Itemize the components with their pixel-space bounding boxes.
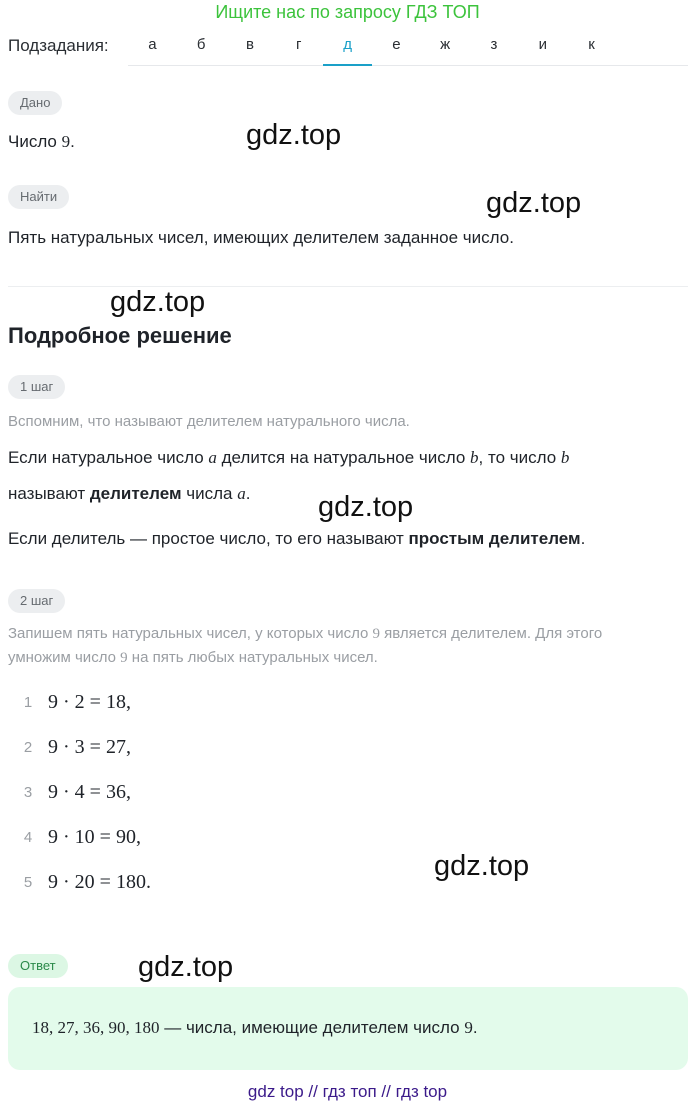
var-b-second: b — [560, 448, 570, 467]
list-item-number: 5 — [23, 874, 33, 891]
watermark: gdz.top — [434, 850, 530, 882]
list-item-expression: 9 · 3 = 27, — [48, 736, 131, 758]
given-chip: Дано — [8, 91, 62, 115]
list-item-number: 4 — [23, 829, 33, 846]
given-text: Число 9. — [8, 132, 75, 151]
subtask-tab-i[interactable]: и — [538, 36, 547, 53]
watermark: gdz.top — [110, 286, 206, 318]
find-chip: Найти — [8, 185, 69, 209]
step1-line1: Если натуральное число a делится на натуральное число b, то число b — [8, 448, 570, 467]
watermark: gdz.top — [318, 491, 414, 523]
list-item-number: 1 — [23, 694, 33, 711]
prime-divisor-term: простым делителем — [408, 529, 581, 548]
answer-chip: Ответ — [8, 954, 68, 978]
watermark: gdz.top — [486, 187, 582, 219]
answer-numbers: 18, 27, 36, 90, 180 — [32, 1018, 160, 1037]
step2-intro-line2: умножим число 9 на пять любых натуральных чисел. — [8, 649, 378, 666]
list-item-expression: 9 · 2 = 18, — [48, 691, 131, 713]
step2-intro-line1: Запишем пять натуральных чисел, у которых число 9 является делителем. Для этого — [8, 625, 603, 642]
divisor-term: делителем — [89, 484, 182, 503]
step1-line3: Если делитель — простое число, то его называют простым делителем. — [8, 529, 586, 548]
subtask-tab-e[interactable]: е — [392, 36, 401, 53]
subtask-tab-zh[interactable]: ж — [440, 36, 451, 53]
subtasks-label: Подзадания: — [8, 36, 109, 55]
watermark: gdz.top — [138, 951, 234, 983]
solution-title: Подробное решение — [8, 323, 232, 348]
list-item-expression: 9 · 10 = 90, — [48, 826, 141, 848]
list-item-expression: 9 · 4 = 36, — [48, 781, 131, 803]
step2-chip: 2 шаг — [8, 589, 65, 613]
step1-line2: называют делителем числа a. — [8, 484, 251, 503]
subtask-tab-b[interactable]: б — [196, 36, 206, 53]
subtask-tab-v[interactable]: в — [246, 36, 254, 53]
subtask-tab-d[interactable]: д — [323, 30, 372, 66]
subtask-tabs — [128, 30, 688, 66]
var-a-second: a — [237, 484, 246, 503]
list-item-number: 3 — [23, 784, 33, 801]
var-b: b — [470, 448, 479, 467]
step1-intro: Вспомним, что называют делителем натурального числа. — [8, 413, 410, 430]
given-number: 9 — [61, 132, 71, 151]
subtask-tab-k[interactable]: к — [588, 36, 595, 53]
answer-text: 18, 27, 36, 90, 180 — числа, имеющие делителем число 9. — [32, 1018, 478, 1037]
promo-banner[interactable]: Ищите нас по запросу ГДЗ ТОП — [215, 2, 480, 22]
step1-chip: 1 шаг — [8, 375, 65, 399]
var-a: a — [208, 448, 217, 467]
subtask-tab-a[interactable]: а — [148, 36, 157, 53]
footer-links[interactable]: gdz top // гдз топ // гдз top — [247, 1082, 448, 1101]
subtask-tab-g[interactable]: г — [296, 36, 302, 53]
list-item-number: 2 — [23, 739, 33, 756]
subtask-tab-z[interactable]: з — [490, 36, 498, 53]
list-item-expression: 9 · 20 = 180. — [48, 871, 151, 893]
find-text: Пять натуральных чисел, имеющих делителем заданное число. — [8, 228, 514, 247]
watermark: gdz.top — [246, 119, 342, 151]
